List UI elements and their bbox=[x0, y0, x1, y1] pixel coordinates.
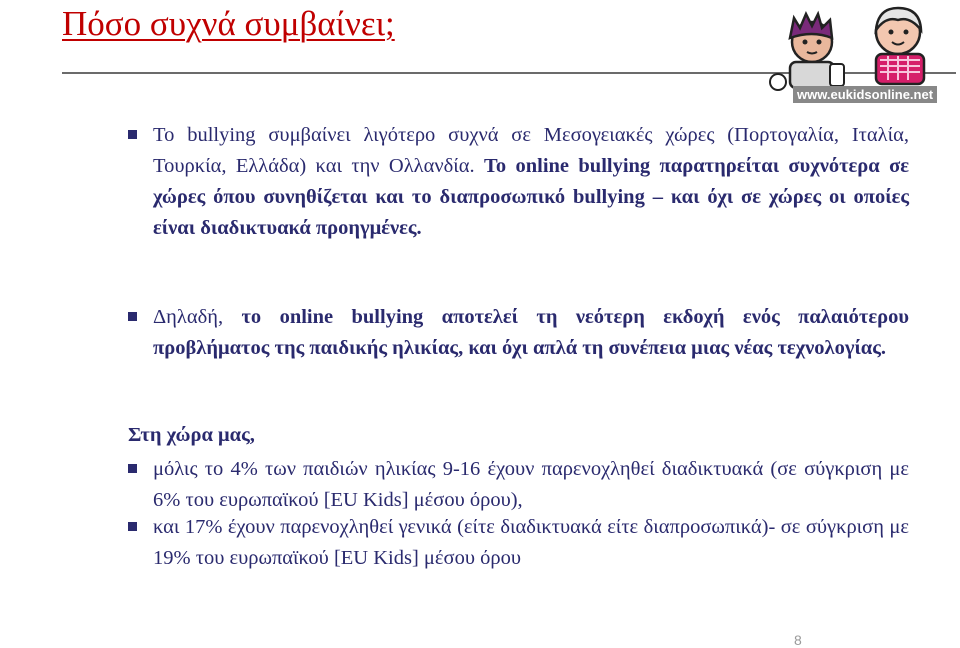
country-heading: Στη χώρα μας, bbox=[128, 424, 255, 446]
logo-url: www.eukidsonline.net bbox=[793, 86, 937, 103]
bullet-2-bold-text: το online bullying αποτελεί τη νεότερη εκδοχή ενός παλαιότερου προβλήματος της παιδικής ηλικίας, και όχι απλά τη συνέπεια μιας νέας τεχνολογίας. bbox=[153, 306, 909, 359]
country-bullet-2: και 17% έχουν παρενοχληθεί γενικά (είτε διαδικτυακά είτε διαπροσωπικά)- σε σύγκριση με 19% του ευρωπαϊκού [EU Kids] μέσου όρου bbox=[153, 516, 909, 569]
bullet-1-normal-text: Το bullying συμβαίνει λιγότερο συχνά σε Μεσογειακές χώρες (Πορτογαλία, Ιταλία, Τουρκία, Ελλάδα) και την Ολλανδία. bbox=[153, 124, 909, 177]
country-bullet-1: μόλις το 4% των παιδιών ηλικίας 9-16 έχουν παρενοχληθεί διαδικτυακά (σε σύγκριση με 6% του ευρωπαϊκού [EU Kids] μέσου όρου), bbox=[153, 458, 909, 511]
bullet-marker bbox=[128, 130, 138, 140]
page-number: 8 bbox=[794, 632, 802, 648]
bullet-1-bold-text: Το online bullying παρατηρείται συχνότερα σε χώρες όπου συνηθίζεται και το διαπροσωπικό bullying – και όχι σε χώρες οι οποίες είναι διαδικτυακά προηγμένες. bbox=[153, 155, 909, 239]
bullet-2-normal-text: Δηλαδή, bbox=[153, 306, 242, 328]
bullet-marker bbox=[128, 522, 138, 532]
slide-title: Πόσο συχνά συμβαίνει; bbox=[62, 4, 395, 43]
bullet-marker bbox=[128, 312, 138, 322]
bullet-paragraph-2 bbox=[153, 302, 909, 364]
bullet-paragraph-1 bbox=[153, 120, 909, 244]
bullet-marker bbox=[128, 464, 138, 474]
